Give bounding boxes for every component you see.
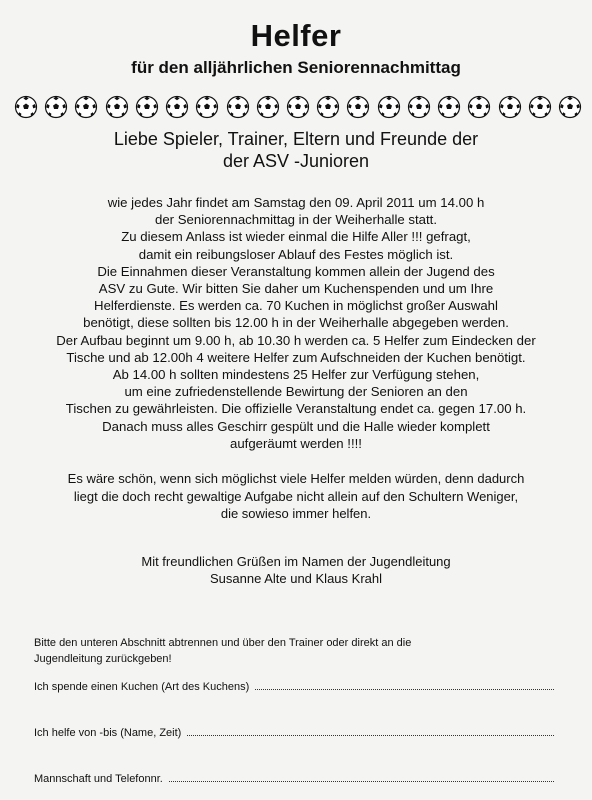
greeting (0, 128, 592, 172)
soccer-ball-icon (195, 95, 219, 119)
soccer-ball-icon (407, 95, 431, 119)
helper-time-field[interactable] (34, 726, 554, 739)
cake-donation-line[interactable] (255, 680, 554, 690)
greeting-line: der ASV -Junioren (222, 151, 370, 171)
soccer-ball-icon (286, 95, 310, 119)
soccer-ball-border (14, 93, 582, 121)
body-line: Danach muss alles Geschirr gespült und die Halle wieder komplett (102, 418, 490, 434)
body-line: Tische und ab 12.00h 4 weitere Helfer zum Aufschneiden der Kuchen benötigt. (66, 349, 526, 365)
team-phone-label: Mannschaft und Telefonnr. (34, 773, 163, 785)
soccer-ball-icon (528, 95, 552, 119)
soccer-ball-icon (498, 95, 522, 119)
soccer-ball-icon (558, 95, 582, 119)
appeal-line: liegt die doch recht gewaltige Aufgabe nicht allein auf den Schultern Weniger, (73, 488, 519, 504)
soccer-ball-icon (226, 95, 250, 119)
body-line: ASV zu Gute. Wir bitten Sie daher um Kuchenspenden und um Ihre (98, 281, 494, 297)
soccer-ball-icon (165, 95, 189, 119)
body-line: der Seniorennachmittag in der Weiherhalle statt. (155, 212, 437, 228)
cake-donation-label: Ich spende einen Kuchen (Art des Kuchens) (34, 681, 250, 693)
cake-donation-field[interactable] (34, 680, 554, 693)
form-instruction (34, 635, 564, 667)
team-phone-line[interactable] (169, 772, 554, 782)
appeal-paragraph (20, 470, 572, 523)
body-line: Tischen zu gewährleisten. Die offizielle Veranstaltung endet ca. gegen 17.00 h. (65, 401, 527, 417)
instruction-line: Bitte den unteren Abschnitt abtrennen und über den Trainer oder direkt an die (34, 637, 412, 649)
flyer-subtitle: für den alljährlichen Seniorennachmittag (131, 58, 461, 77)
signature-block (60, 553, 532, 587)
instruction-line: Jugendleitung zurückgeben! (34, 653, 172, 665)
body-line: Die Einnahmen dieser Veranstaltung kommen allein der Jugend des (97, 263, 495, 279)
body-line: um eine zufriedenstellende Bewirtung der Senioren an den (124, 384, 468, 400)
soccer-ball-icon (105, 95, 129, 119)
body-line: benötigt, diese sollten bis 12.00 h in der Weiherhalle abgegeben werden. (83, 315, 509, 331)
appeal-line: die sowieso immer helfen. (220, 506, 372, 521)
soccer-ball-icon (44, 95, 68, 119)
body-line: aufgeräumt werden !!!! (230, 435, 362, 451)
signature-line: Susanne Alte und Klaus Krahl (209, 571, 382, 586)
soccer-ball-icon (14, 95, 38, 119)
flyer-title: Helfer (250, 18, 342, 53)
soccer-ball-icon (377, 95, 401, 119)
signature-line: Mit freundlichen Grüßen im Namen der Jugendleitung (141, 554, 451, 569)
team-phone-field[interactable] (34, 772, 554, 785)
soccer-ball-icon (135, 95, 159, 119)
body-line: wie jedes Jahr findet am Samstag den 09. April 2011 um 14.00 h (107, 195, 485, 210)
greeting-line: Liebe Spieler, Trainer, Eltern und Freunde der (113, 129, 479, 149)
soccer-ball-icon (346, 95, 370, 119)
appeal-line: Es wäre schön, wenn sich möglichst viele Helfer melden würden, denn dadurch (67, 471, 525, 486)
body-line: Zu diesem Anlass ist wieder einmal die Hilfe Aller !!! gefragt, (121, 229, 471, 245)
body-line: Der Aufbau beginnt um 9.00 h, ab 10.30 h werden ca. 5 Helfer zum Eindecken der (56, 332, 536, 348)
soccer-ball-icon (437, 95, 461, 119)
soccer-ball-icon (256, 95, 280, 119)
body-line: damit ein reibungsloser Ablauf des Festes möglich ist. (138, 246, 454, 262)
helper-time-label: Ich helfe von -bis (Name, Zeit) (34, 727, 182, 739)
body-line: Helferdienste. Es werden ca. 70 Kuchen in möglichst großer Auswahl (94, 298, 498, 314)
body-text (20, 194, 572, 452)
soccer-ball-icon (467, 95, 491, 119)
helper-time-line[interactable] (187, 726, 554, 736)
body-line: Ab 14.00 h sollten mindestens 25 Helfer zur Verfügung stehen, (112, 367, 480, 383)
soccer-ball-icon (74, 95, 98, 119)
soccer-ball-icon (316, 95, 340, 119)
